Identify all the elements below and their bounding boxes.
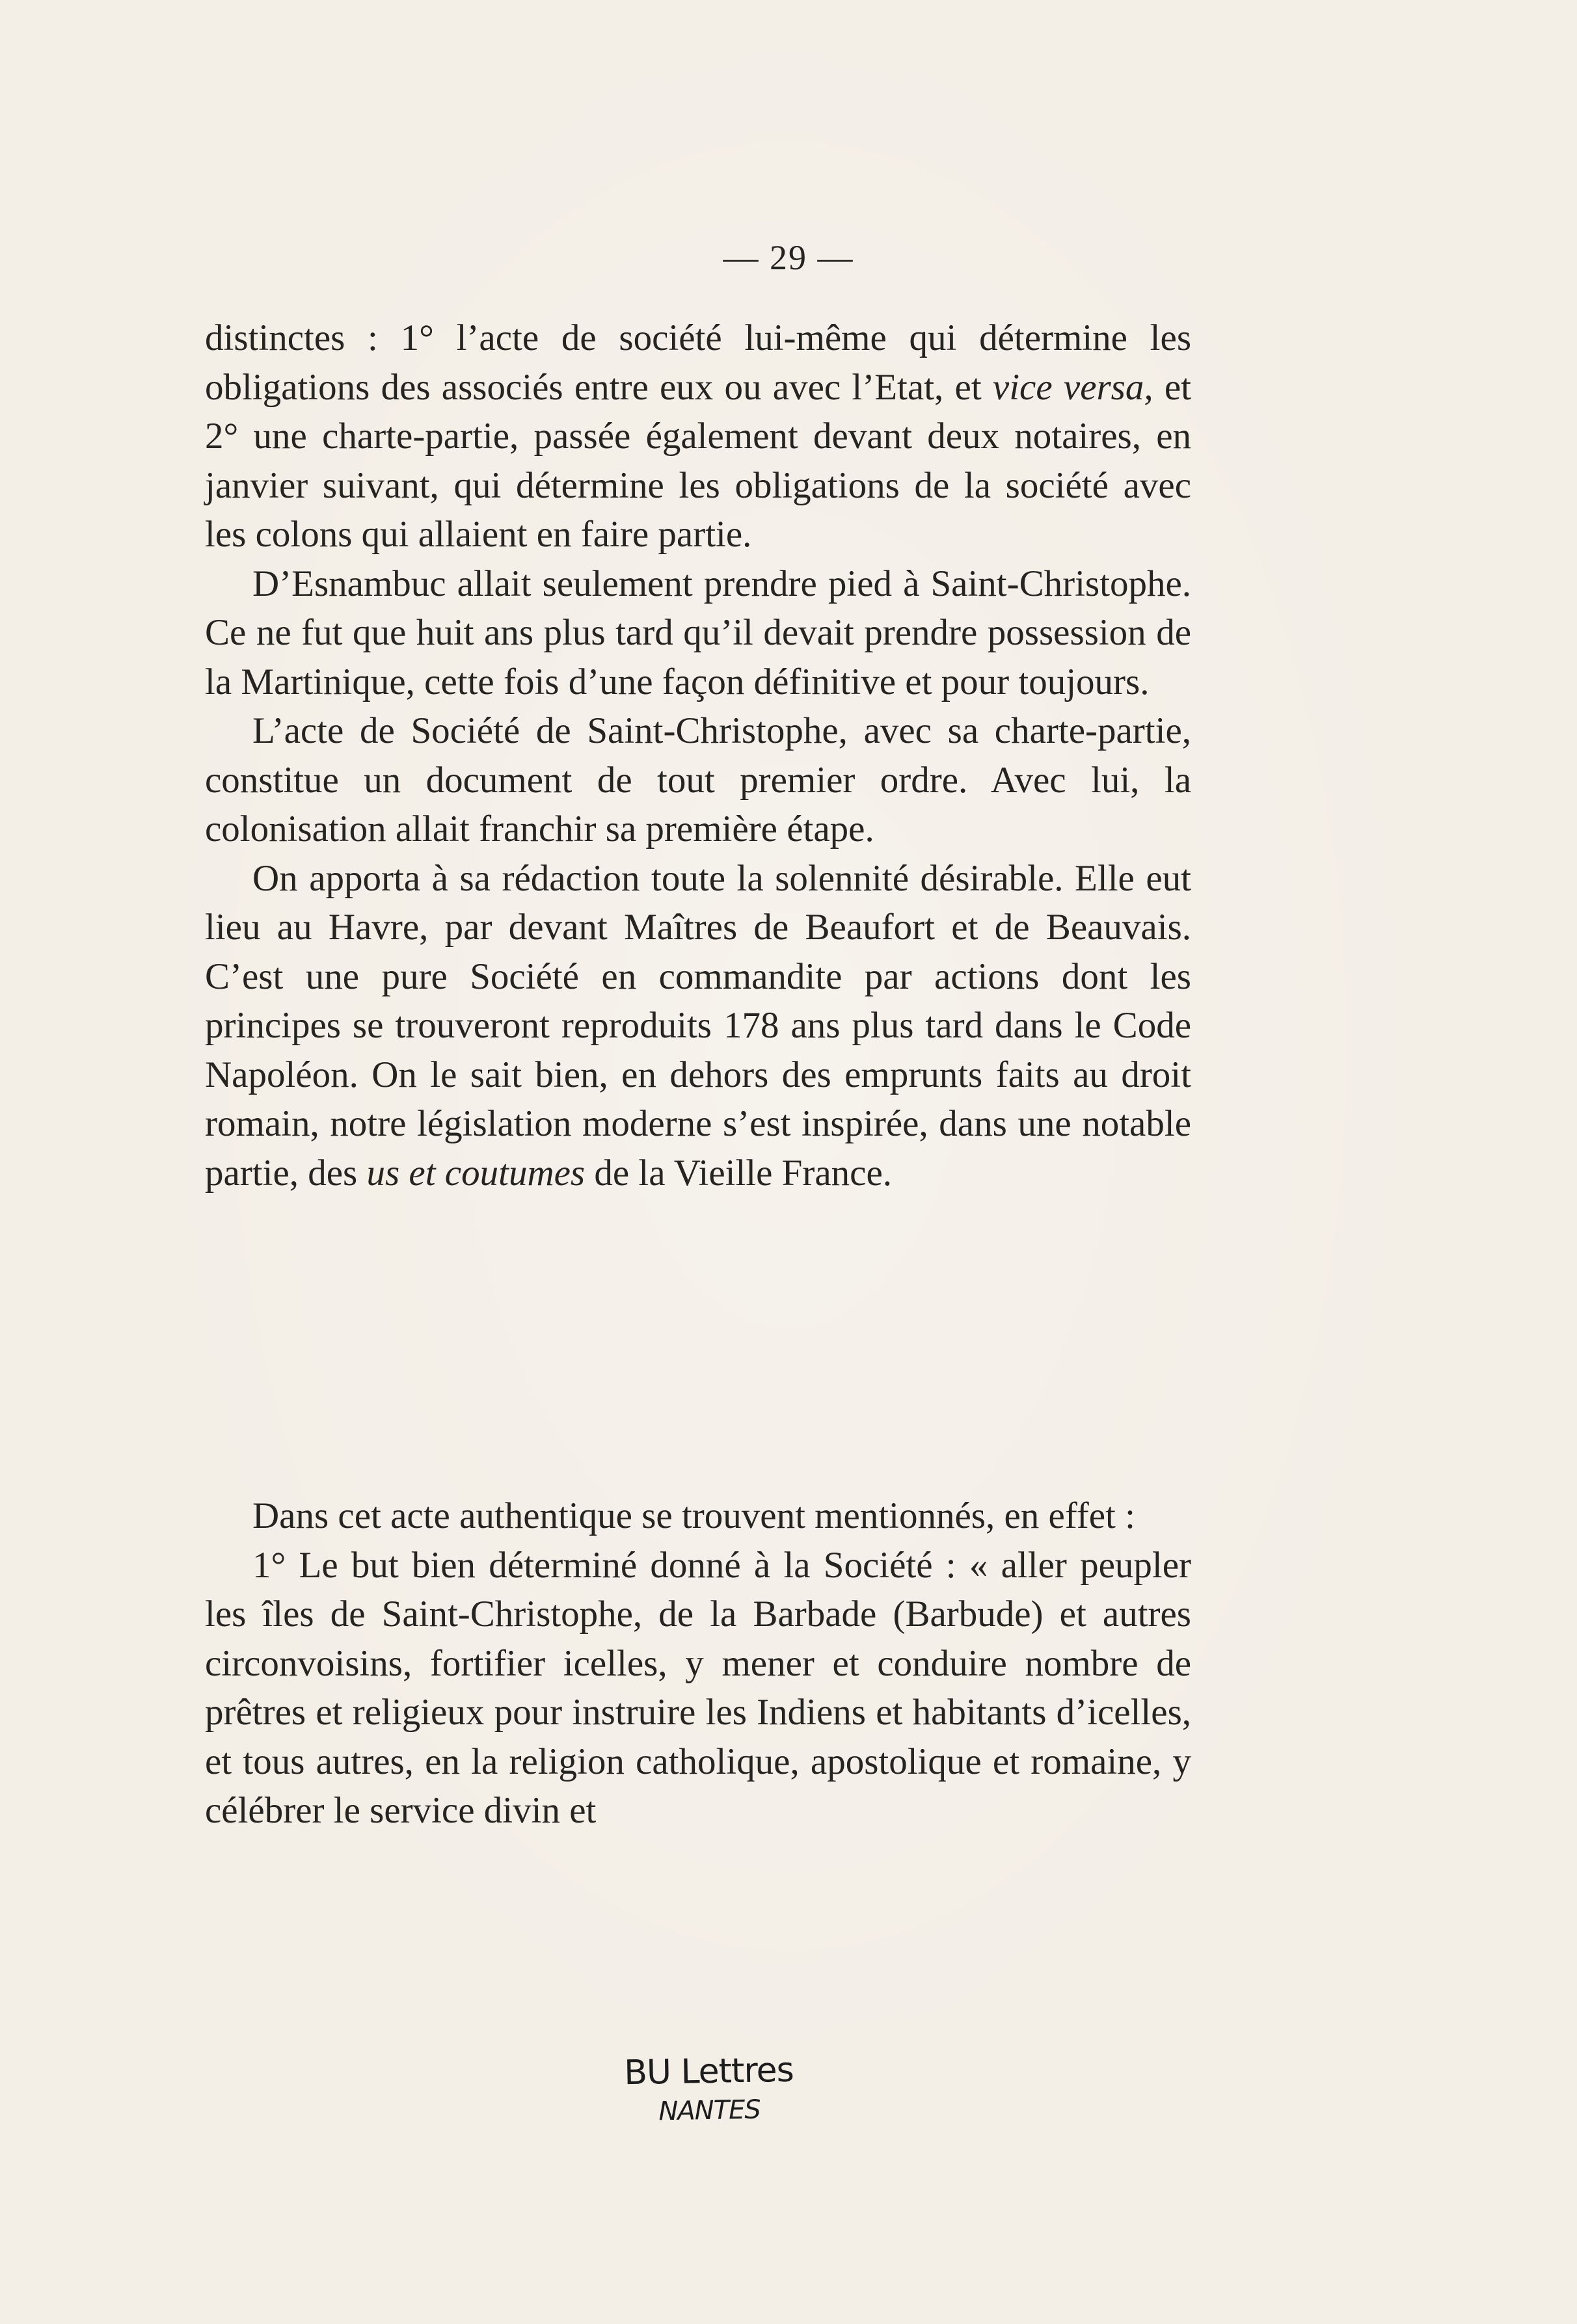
library-stamp xyxy=(611,2050,807,2128)
text-block-upper xyxy=(205,314,1191,1197)
paragraph-6: 1° Le but bien déterminé donné à la Société : « aller peupler les îles de Saint-Christophe, de la Barbade (Barbude) et autres circonvoisins, fortifier icelles, y mener et conduire nombre de prêtres et religieux pour instruire les Indiens et habitants d’icelles, et tous autres, en la religion catholique, apostolique et romaine, y célébrer le service divin et xyxy=(205,1544,1191,1831)
stamp-line-2: NANTES xyxy=(658,2094,761,2127)
text-block-lower xyxy=(205,1491,1191,1836)
paragraph-4-text-b: de la Vieille France. xyxy=(585,1152,893,1194)
paragraph-4 xyxy=(205,854,1191,1198)
paragraph-1 xyxy=(205,314,1191,559)
paragraph-1-text-a: distinctes : 1° l’acte de société lui-même qui détermine les obligations des associés entre eux ou avec l’Etat, et xyxy=(205,317,1191,408)
paragraph-2: D’Esnambuc allait seulement prendre pied à Saint-Christophe. Ce ne fut que huit ans plus tard qu’il devait prendre possession de la Martinique, cette fois d’une façon définitive et pour toujours. xyxy=(205,563,1191,702)
page-number: — 29 — xyxy=(723,238,854,277)
paragraph-4-italic: us et coutumes xyxy=(366,1152,586,1194)
paragraph-3: L’acte de Société de Saint-Christophe, avec sa charte-partie, constitue un document de tout premier ordre. Avec lui, la colonisation allait franchir sa première étape. xyxy=(205,710,1191,849)
paragraph-5: Dans cet acte authentique se trouvent mentionnés, en effet : xyxy=(252,1495,1135,1536)
paragraph-1-text-b: et 2° une charte-partie, passée également devant deux notaires, en janvier suivant, qui détermine les obligations de la société avec les colons qui allaient en faire partie. xyxy=(205,366,1192,555)
stamp-line-1: BU Lettres xyxy=(623,2050,794,2093)
paragraph-4-text-a: On apporta à sa rédaction toute la solennité désirable. Elle eut lieu au Havre, par devant Maîtres de Beaufort et de Beauvais. C’est une pure Société en commandite par actions dont les principes se trouveront reproduits 178 ans plus tard dans le Code Napoléon. On le sait bien, en dehors des emprunts faits au droit romain, notre législation moderne s’est inspirée, dans une notable partie, des xyxy=(205,857,1191,1194)
paragraph-1-italic: vice versa, xyxy=(992,366,1153,408)
